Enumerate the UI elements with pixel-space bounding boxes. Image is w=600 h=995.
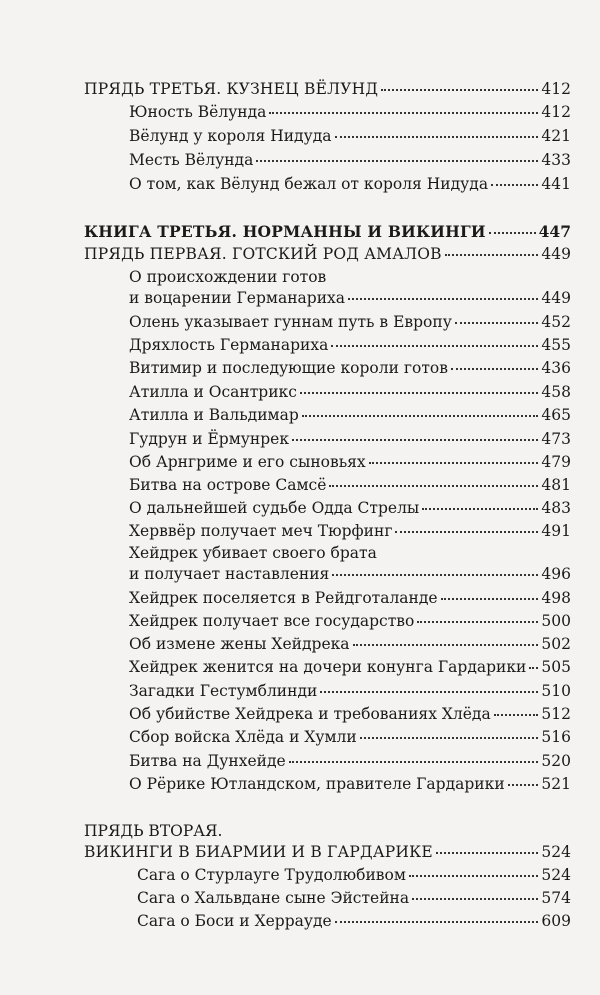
- toc-entry: [129, 705, 571, 723]
- toc-entry: [129, 383, 571, 401]
- toc-entry: [129, 499, 571, 517]
- toc-entry-title: ПРЯДЬ ТРЕТЬЯ. КУЗНЕЦ ВЁЛУНД: [84, 80, 379, 98]
- dot-leader: [292, 439, 538, 441]
- toc-entry-page: 465: [541, 406, 571, 424]
- toc-entry-page: 449: [541, 245, 571, 263]
- toc-entry-title: Сага о Хальвдане сыне Эйстейна: [137, 889, 410, 907]
- dot-leader: [269, 112, 538, 114]
- toc-entry-title: Об убийстве Хейдрека и требованиях Хлёда: [129, 705, 491, 723]
- toc-entry: [137, 912, 571, 930]
- toc-entry-page: 449: [541, 289, 571, 307]
- toc-entry-title: Дряхлость Германариха: [129, 336, 329, 354]
- toc-entry-part-two: [84, 843, 571, 861]
- dot-leader: [329, 485, 538, 487]
- dot-leader: [348, 298, 538, 300]
- dot-leader: [494, 714, 539, 716]
- toc-entry-title: Хейдрек женится на дочери конунга Гардарики: [129, 658, 527, 676]
- toc-entry-page: 524: [541, 866, 571, 884]
- toc-entry-page: 483: [541, 499, 571, 517]
- toc-entry-title: О дальнейшей судьбе Одда Стрелы: [129, 499, 420, 517]
- dot-leader: [412, 898, 538, 900]
- toc-entry-title: и воцарении Германариха: [129, 289, 346, 307]
- toc-entry-title: Атилла и Вальдимар: [129, 406, 299, 424]
- dot-leader: [335, 136, 539, 138]
- toc-entry-title: ВИКИНГИ В БИАРМИИ И В ГАРДАРИКЕ: [84, 843, 433, 861]
- toc-entry-page: 433: [541, 151, 571, 169]
- toc-entry-title-line1: О происхождении готов: [129, 268, 327, 286]
- toc-entry: [129, 103, 571, 121]
- toc-entry-title-line1: ПРЯДЬ ВТОРАЯ.: [84, 822, 223, 840]
- dot-leader: [395, 531, 538, 533]
- toc-entry: [129, 406, 571, 424]
- dot-leader: [353, 644, 539, 646]
- toc-entry-title: Вёлунд у короля Нидуда: [129, 127, 332, 145]
- toc-entry: [129, 151, 571, 169]
- dot-leader: [369, 462, 539, 464]
- toc-entry: [137, 889, 571, 907]
- toc-entry-title: Юность Вёлунда: [129, 103, 267, 121]
- toc-entry-title: и получает наставления: [129, 565, 330, 583]
- toc-entry-page: 609: [541, 912, 571, 930]
- toc-entry: [129, 476, 571, 494]
- toc-entry-page: 516: [541, 728, 571, 746]
- toc-entry: [129, 612, 571, 630]
- toc-entry-page: 421: [541, 127, 571, 145]
- toc-entry: [129, 313, 571, 331]
- toc-entry-title: Месть Вёлунда: [129, 151, 254, 169]
- toc-entry-title: Сага о Стурлауге Трудолюбивом: [137, 866, 406, 884]
- toc-entry-page: 574: [541, 889, 571, 907]
- toc-entry-title: Битва на Дунхейде: [129, 752, 286, 770]
- toc-entry: [129, 658, 571, 676]
- toc-entry-title: Хейдрек поселяется в Рейдготаланде: [129, 589, 438, 607]
- dot-leader: [445, 254, 539, 256]
- toc-entry-page: 505: [541, 658, 571, 676]
- dot-leader: [491, 184, 538, 186]
- toc-entry: [129, 565, 571, 583]
- toc-entry-page: 441: [541, 175, 571, 193]
- dot-leader: [381, 89, 538, 91]
- toc-entry: [129, 289, 571, 307]
- dot-leader: [529, 667, 538, 669]
- toc-entry-title: Об Арнгриме и его сыновьях: [129, 453, 366, 471]
- toc-entry-page: 412: [541, 80, 571, 98]
- toc-entry: [129, 522, 571, 540]
- toc-entry-page: 412: [541, 103, 571, 121]
- toc-entry-title: Херввёр получает меч Тюрфинг: [129, 522, 393, 540]
- dot-leader: [300, 392, 538, 394]
- toc-entry: [129, 682, 571, 700]
- toc-entry: [129, 453, 571, 471]
- toc-entry-page: 473: [541, 430, 571, 448]
- toc-entry-title: Сбор войска Хлёда и Хумли: [129, 728, 357, 746]
- toc-entry-page: 436: [541, 359, 571, 377]
- toc-entry-title: Битва на острове Самсё: [129, 476, 327, 494]
- toc-entry-page: 455: [541, 336, 571, 354]
- toc-entry: [129, 430, 571, 448]
- toc-entry-title: Сага о Боси и Херрауде: [137, 912, 332, 930]
- toc-entry-title: КНИГА ТРЕТЬЯ. НОРМАННЫ И ВИКИНГИ: [84, 222, 486, 241]
- toc-entry: [129, 359, 571, 377]
- toc-entry: [129, 336, 571, 354]
- toc-entry-page: 496: [541, 565, 571, 583]
- dot-leader: [289, 761, 539, 763]
- dot-leader: [409, 875, 538, 877]
- toc-entry: [129, 728, 571, 746]
- toc-entry-title: Загадки Гестумблинди: [129, 682, 318, 700]
- dot-leader: [302, 415, 539, 417]
- toc-entry-title: О том, как Вёлунд бежал от короля Нидуда: [129, 175, 489, 193]
- dot-leader: [441, 598, 539, 600]
- dot-leader: [417, 621, 538, 623]
- toc-entry-title-line1: Хейдрек убивает своего брата: [129, 544, 377, 562]
- toc-entry-title: Атилла и Осантрикс: [129, 383, 297, 401]
- dot-leader: [256, 160, 538, 162]
- dot-leader: [451, 368, 538, 370]
- toc-entry-page: 524: [541, 843, 571, 861]
- toc-entry-part-three: [84, 80, 571, 98]
- toc-entry-page: 447: [538, 222, 571, 241]
- toc-entry: [129, 635, 571, 653]
- toc-entry-page: 502: [541, 635, 571, 653]
- dot-leader: [332, 574, 538, 576]
- toc-entry-page: 521: [541, 775, 571, 793]
- toc-entry-title: Об измене жены Хейдрека: [129, 635, 350, 653]
- toc-entry: [129, 127, 571, 145]
- toc-entry-page: 520: [541, 752, 571, 770]
- toc-entry-page: 491: [541, 522, 571, 540]
- dot-leader: [489, 232, 536, 234]
- toc-entry-title: ПРЯДЬ ПЕРВАЯ. ГОТСКИЙ РОД АМАЛОВ: [84, 245, 442, 263]
- toc-entry-page: 479: [541, 453, 571, 471]
- toc-entry-title: Гудрун и Ёрмунрек: [129, 430, 290, 448]
- toc-entry: [137, 866, 571, 884]
- toc-entry-page: 481: [541, 476, 571, 494]
- toc-entry: [129, 775, 571, 793]
- dot-leader: [335, 921, 539, 923]
- dot-leader: [455, 322, 539, 324]
- dot-leader: [331, 345, 538, 347]
- toc-entry: [129, 175, 571, 193]
- toc-entry-page: 512: [541, 705, 571, 723]
- toc-entry-page: 452: [541, 313, 571, 331]
- toc-entry-page: 500: [541, 612, 571, 630]
- toc-entry-title: Хейдрек получает все государство: [129, 612, 415, 630]
- toc-entry-book-three: [84, 222, 571, 241]
- toc-entry-page: 510: [541, 682, 571, 700]
- toc-entry-page: 458: [541, 383, 571, 401]
- toc-entry-title: Витимир и последующие короли готов: [129, 359, 448, 377]
- dot-leader: [436, 852, 539, 854]
- dot-leader: [508, 784, 539, 786]
- toc-entry: [129, 589, 571, 607]
- toc-entry-title: О Рёрике Ютландском, правителе Гардарики: [129, 775, 505, 793]
- toc-entry-part-one: [84, 245, 571, 263]
- toc-entry-page: 498: [541, 589, 571, 607]
- toc-entry: [129, 752, 571, 770]
- toc-entry-title: Олень указывает гуннам путь в Европу: [129, 313, 452, 331]
- dot-leader: [320, 691, 538, 693]
- dot-leader: [360, 737, 539, 739]
- dot-leader: [422, 508, 538, 510]
